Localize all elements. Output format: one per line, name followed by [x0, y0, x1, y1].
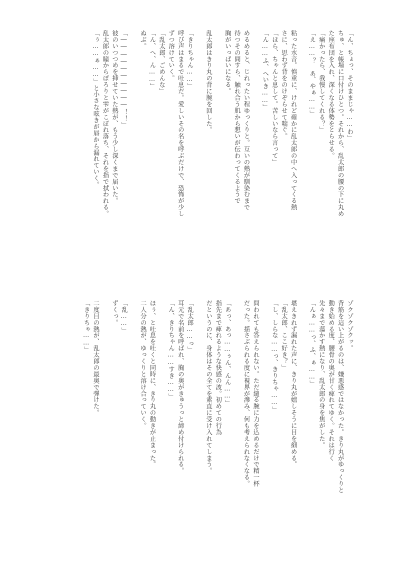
text-line: 「ん、へ、ん……」: [148, 30, 156, 90]
text-line: [251, 30, 260, 285]
text-line: 「きりちゃん……」: [186, 30, 194, 90]
text-line: ゾクゾクゾクッ。: [346, 300, 353, 352]
text-line: さに、思わず背をのけぞらせて喘ぐ。: [280, 30, 288, 140]
text-line: ずつ溶けていく。: [167, 30, 175, 82]
text-line: 動き始める度、腰骨の奥が甘く痺れてゆく。それは行く: [327, 300, 335, 462]
text-line: 呼び声はまるで吐息だ。愛しいその名を呼ぶだけで、恐怖が少し: [176, 30, 184, 218]
text-line: 「ん、きりちゃん……すき……」: [167, 300, 175, 400]
text-line: めるめると、じれったい程ゆっくりと。互いの熱が馴染むまで: [242, 30, 250, 211]
text-line: [260, 300, 269, 535]
text-line: 「あっ、あっ……ぅん、んん……」: [223, 300, 231, 407]
text-line: ずくっ。: [110, 300, 118, 326]
text-line: 粘った水音。慎重に、けれど確かに乱太郎の中へ入ってくる熱: [289, 30, 297, 211]
text-line: 先々まで蕩かす熱になり、乱太郎の身を焦がした。: [317, 300, 325, 449]
text-line: [213, 30, 222, 285]
text-line: [194, 30, 203, 285]
text-line: た座布団を入れ、深くなる体勢をとらせる。: [327, 30, 335, 159]
text-line: 「し、しらな……っ、きりちゃ……」: [270, 300, 278, 413]
text-line: 二度目の熱が、乱太郎の最奥で弾けた。: [92, 300, 100, 417]
text-line: 「――――――――――！！」: [120, 30, 128, 129]
text-line: 「乱……」: [120, 300, 128, 334]
text-line: ちゅ、と帳場に口付けひとつ。それから、乱太郎の腰の下に丸め: [336, 30, 344, 218]
text-line: 「乱太郎……っ」: [186, 300, 194, 354]
text-line: だというのに、身体はその全てを素直に受け入れてしまう。: [204, 300, 212, 475]
text-line: [128, 300, 137, 535]
text-line: 二人分の熱が、ゆっくりと溶け合っていく。: [139, 300, 147, 429]
text-line: 乱太郎はきり丸の背に腕を回した。: [204, 30, 212, 134]
text-line: 指先まで痺れるような快感の波。初めての行為: [214, 300, 222, 436]
text-line: 「ほら、ちゃんと息して。苦しいなら言って」: [270, 30, 278, 166]
text-line: 背筋を這い上がるのは、嫌悪感ではなかった。きり丸がゆっくりと: [336, 300, 344, 494]
text-line: 乱太郎の瞳からぽろりと雫がこぼれ落ち、それを指で拭われる。: [101, 30, 109, 218]
text-line: [298, 30, 307, 285]
text-line: 胸がいっぱいになる。: [223, 30, 231, 95]
text-line: 「え……？ あ、やぁ……」: [308, 30, 316, 118]
text-line: [156, 300, 165, 535]
text-line: 「きりちゃ……」: [82, 300, 90, 354]
text-line: だった。揺さぶられる度に視界が滲み、何も考えられなくなる。: [242, 300, 250, 488]
text-line: 堪えきれず漏れた声に、きり丸が嬉しそうに目を細める。: [289, 300, 297, 468]
text-line: 耳元で名前を呼ばれ、胸の奥がきゅうっと締め付けられる。: [176, 300, 184, 475]
text-line: 彼のいつつめを挿せていた熱が、もう少し深くまで届いた。: [110, 30, 118, 205]
top-text-block: [56, 30, 354, 285]
text-line: ぬぶ。: [139, 30, 147, 50]
text-line: ほぅ、と吐息を吐くと同時に、きり丸の動きが止まった。: [148, 300, 156, 468]
text-line: 「乱太郎、ごめんな」: [157, 30, 165, 95]
text-line: 「ぅ……ぁ……」と小さな呟きが唇から漏れていく。: [92, 30, 100, 188]
text-line: 「ん……ふ、へいき……」: [261, 30, 269, 111]
text-line: 「んぁ……っ、ふ、ぁ……」: [308, 300, 316, 388]
text-line: [100, 300, 109, 535]
text-line: 「乱太郎、ここ好き？」: [280, 300, 288, 371]
text-line: 問われても答えられない。ただ縋る腕に力を込めるだけで精一杯: [251, 300, 259, 488]
text-line: [194, 300, 203, 535]
text-line: [232, 300, 241, 535]
text-line: 待つその間すら、触れ合う肌から想いが伝わってくるようで: [233, 30, 241, 205]
bottom-text-block: [56, 300, 354, 535]
text-line: 「痛かったら、我慢してくれる？」: [317, 30, 325, 134]
text-line: 「ん、ちょっ、そのままじゃ……わ」: [346, 30, 353, 142]
text-line: [298, 300, 307, 535]
text-line: [128, 30, 137, 285]
